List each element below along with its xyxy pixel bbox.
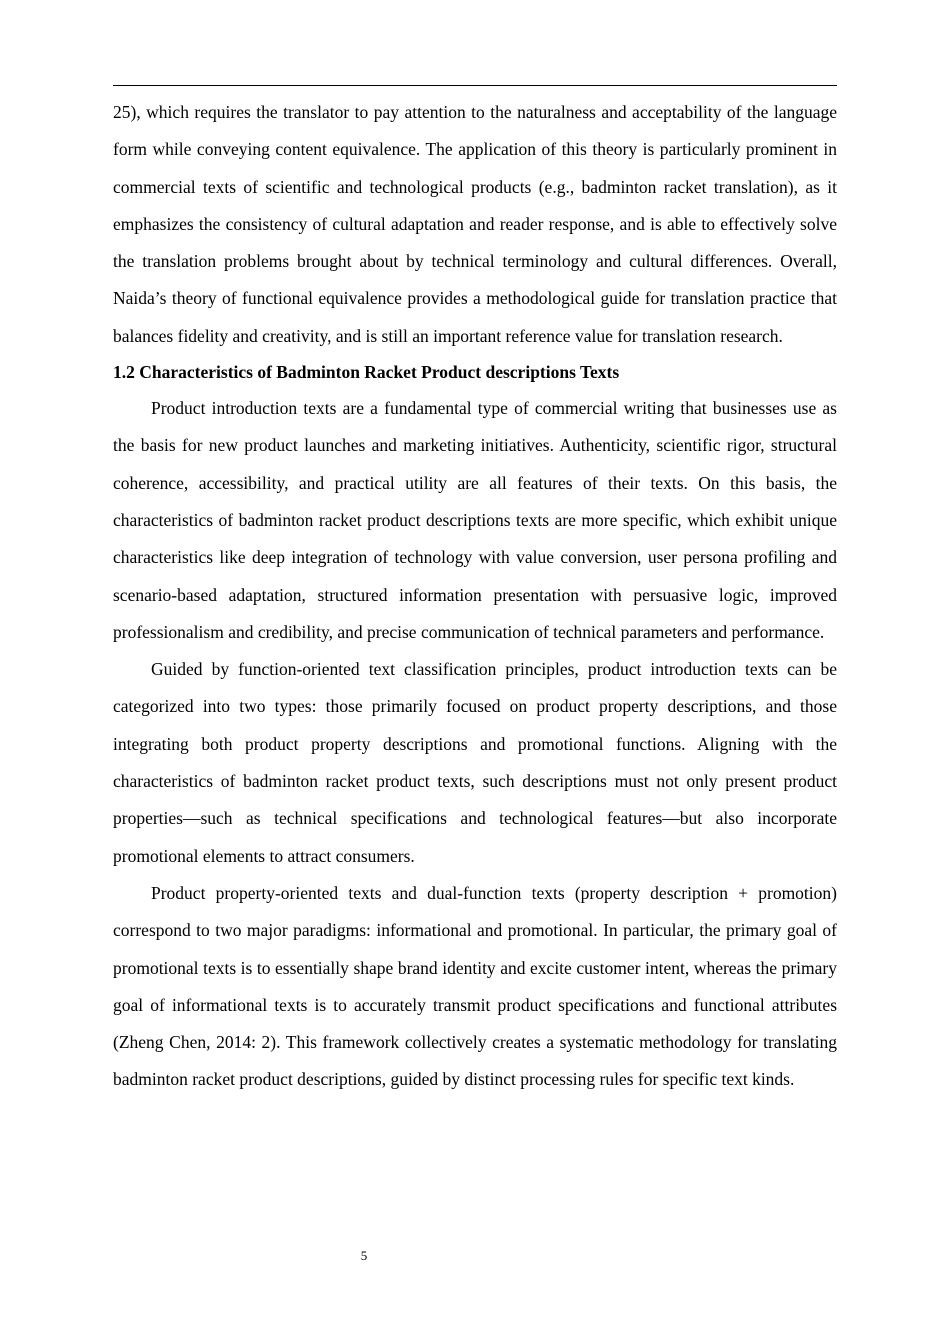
section-heading: 1.2 Characteristics of Badminton Racket Product descriptions Texts — [113, 362, 620, 383]
page-number: 5 — [360, 1248, 368, 1263]
header-rule — [113, 85, 837, 86]
body-text — [113, 94, 837, 1099]
paragraph-paradigms: Product property-oriented texts and dual-function texts (property description + promotion) correspond to two major paradigms: informational and promotional. In particular, the primary goal of promotional texts is to essentially shape brand identity and excite customer intent, whereas the primary goal of informational texts is to accurately transmit product specifications and functional attributes (Zheng Chen, 2014: 2). This framework collectively creates a systematic methodology for translating badminton racket product descriptions, guided by distinct processing rules for specific text kinds. — [113, 882, 837, 1090]
paragraph-text-classification: Guided by function-oriented text classification principles, product introduction texts can be categorized into two types: those primarily focused on product property descriptions, and those integrating both product property descriptions and promotional functions. Aligning with the characteristics of badminton racket product texts, such descriptions must not only present product properties—such as technical specifications and technological features—but also incorporate promotional elements to attract consumers. — [113, 659, 837, 866]
paragraph-continued: 25), which requires the translator to pay attention to the naturalness and acceptability of the language form while conveying content equivalence. The application of this theory is particularly prominent in commercial texts of scientific and technological products (e.g., badminton racket translation), as it emphasizes the consistency of cultural adaptation and reader response, and is able to effectively solve the translation problems brought about by technical terminology and cultural differences. Overall, Naida’s theory of functional equivalence provides a methodological guide for translation practice that balances fidelity and creativity, and is still an important reference value for translation research. — [113, 102, 837, 346]
paragraph-product-introduction: Product introduction texts are a fundamental type of commercial writing that businesses use as the basis for new product launches and marketing initiatives. Authenticity, scientific rigor, structural coherence, accessibility, and practical utility are all features of their texts. On this basis, the characteristics of badminton racket product descriptions texts are more specific, which exhibit unique characteristics like deep integration of technology with value conversion, user persona profiling and scenario-based adaptation, structured information presentation with persuasive logic, improved professionalism and credibility, and precise communication of technical parameters and performance. — [113, 398, 837, 642]
